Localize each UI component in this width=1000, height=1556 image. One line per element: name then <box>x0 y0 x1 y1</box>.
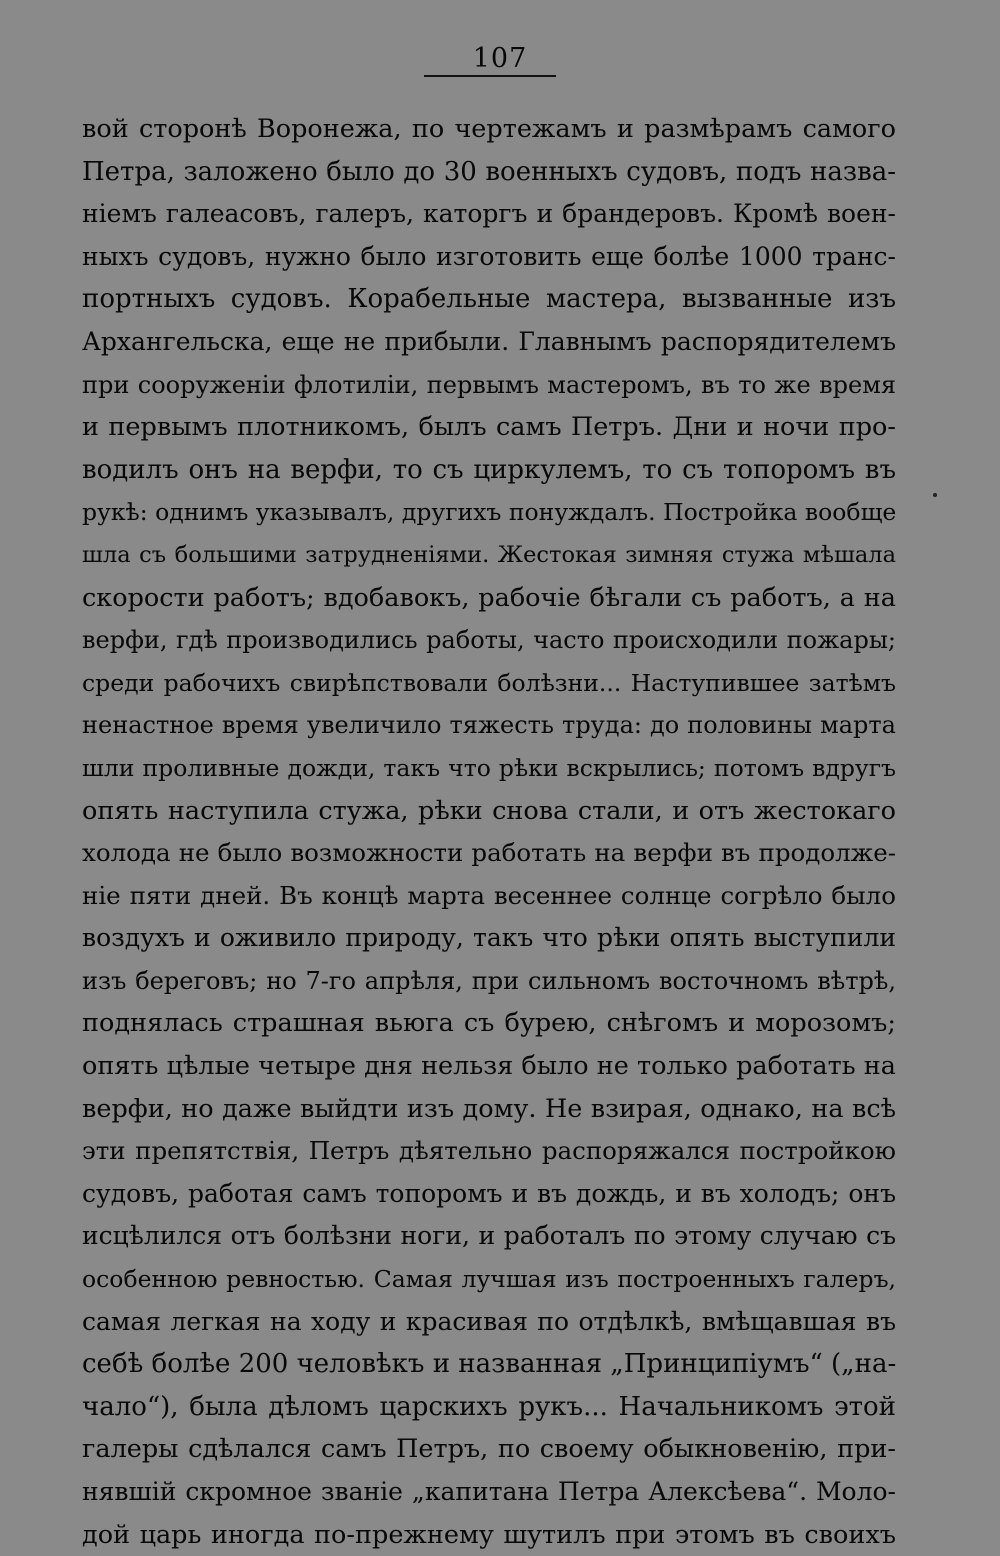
text-line: при сооруженіи флотиліи, первымъ мастеромъ, въ то же время <box>82 370 896 399</box>
text-line: верфи, гдѣ производились работы, часто происходили пожары; <box>82 626 896 655</box>
text-line: исцѣлился отъ болѣзни ноги, и работалъ по этому случаю съ <box>82 1221 896 1251</box>
text-line: особенною ревностью. Самая лучшая изъ построенныхъ галеръ, <box>82 1265 896 1294</box>
page-number-rule <box>424 75 556 77</box>
text-line: Архангельска, еще не прибыли. Главнымъ распорядителемъ <box>82 326 896 356</box>
text-line: шла съ большими затрудненіями. Жестокая зимняя стужа мѣшала <box>82 541 896 568</box>
text-line: ненастное время увеличило тяжесть труда: до половины марта <box>82 711 896 740</box>
text-line: холода не было возможности работать на верфи въ продолже- <box>82 838 896 868</box>
text-line: среди рабочихъ свирѣпствовали болѣзни... Наступившее затѣмъ <box>82 668 896 697</box>
text-line: нявшій скромное званіе „капитана Петра Алексѣева“. Моло- <box>82 1477 896 1506</box>
text-line: ныхъ судовъ, нужно было изготовить еще болѣе 1000 транс- <box>82 241 896 271</box>
text-line: эти препятствія, Петръ дѣятельно распоряжался постройкою <box>82 1136 896 1166</box>
text-line: дой царь иногда по-прежнему шутилъ при этомъ въ своихъ <box>82 1519 896 1550</box>
text-line: галеры сдѣлался самъ Петръ, по своему обыкновенію, при- <box>82 1434 896 1465</box>
text-line: шли проливные дожди, такъ что рѣки вскрылись; потомъ вдругъ <box>82 753 896 782</box>
text-line: верфи, но даже выйдти изъ дому. Не взирая, однако, на всѣ <box>82 1093 896 1124</box>
text-line: водилъ онъ на верфи, то съ циркулемъ, то съ топоромъ въ <box>82 454 896 485</box>
text-line: себѣ болѣе 200 человѣкъ и названная „Принципіумъ“ („на- <box>82 1349 896 1380</box>
text-line: воздухъ и оживило природу, такъ что рѣки опять выступили <box>82 923 896 953</box>
text-line: и первымъ плотникомъ, былъ самъ Петръ. Дни и ночи про- <box>82 412 896 443</box>
margin-speck <box>933 493 937 497</box>
text-line: портныхъ судовъ. Корабельные мастера, вызванные изъ <box>82 284 896 315</box>
page-number: 107 <box>472 43 528 74</box>
text-line: ніемъ галеасовъ, галеръ, каторгъ и брандеровъ. Кромѣ воен- <box>82 199 896 229</box>
text-line: рукѣ: однимъ указывалъ, другихъ понуждалъ. Постройка вообще <box>82 498 896 527</box>
text-line: чало“), была дѣломъ царскихъ рукъ... Начальникомъ этой <box>82 1391 896 1422</box>
text-line: скорости работъ; вдобавокъ, рабочіе бѣгали съ работъ, а на <box>82 582 896 613</box>
body-text <box>82 108 896 1556</box>
text-line: ніе пяти дней. Въ концѣ марта весеннее солнце согрѣло было <box>82 880 896 910</box>
text-line: Петра, заложено было до 30 военныхъ судовъ, подъ назва- <box>82 156 896 187</box>
text-line: опять наступила стужа, рѣки снова стали, и отъ жестокаго <box>82 795 896 826</box>
text-line: изъ береговъ; но 7-го апрѣля, при сильномъ восточномъ вѣтрѣ, <box>82 966 896 995</box>
text-line: самая легкая на ходу и красивая по отдѣлкѣ, вмѣщавшая въ <box>82 1306 896 1336</box>
text-line: опять цѣлые четыре дня нельзя было не только работать на <box>82 1051 896 1082</box>
text-line: судовъ, работая самъ топоромъ и въ дождь, и въ холодъ; онъ <box>82 1178 896 1208</box>
text-line: поднялась страшная вьюга съ бурею, снѣгомъ и морозомъ; <box>82 1008 896 1039</box>
text-line: вой сторонѣ Воронежа, по чертежамъ и размѣрамъ самого <box>82 114 896 144</box>
